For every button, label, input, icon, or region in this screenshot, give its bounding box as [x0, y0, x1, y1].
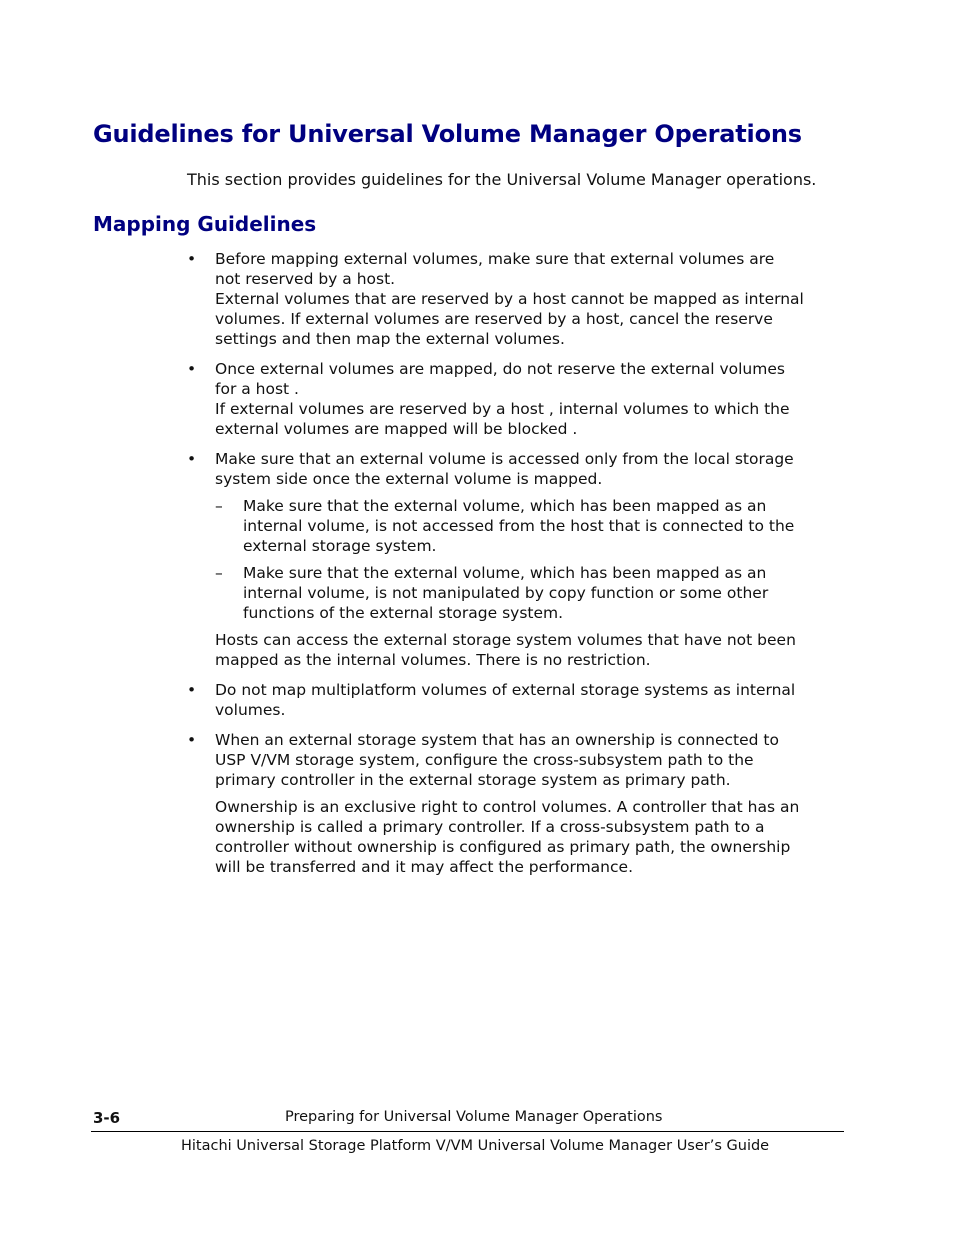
text-line: internal volume, is not accessed from the host that is connected to the — [243, 517, 795, 535]
item-lead — [215, 449, 847, 489]
item-lead — [215, 359, 847, 399]
subsection-heading: Mapping Guidelines — [93, 212, 317, 236]
section-heading: Guidelines for Universal Volume Manager Operations — [93, 120, 802, 148]
item-note — [215, 797, 847, 877]
text-line: Ownership is an exclusive right to control volumes. A controller that has an — [215, 798, 800, 816]
text-line: Make sure that the external volume, which has been mapped as an — [243, 497, 767, 515]
text-line: Hosts can access the external storage system volumes that have not been — [215, 631, 796, 649]
footer-guide-title: Hitachi Universal Storage Platform V/VM Universal Volume Manager User’s Guide — [181, 1138, 770, 1154]
item-lead — [215, 730, 847, 790]
text-line: external volumes are mapped will be blocked . — [215, 420, 578, 438]
text-line: primary controller in the external storage system as primary path. — [215, 771, 731, 789]
dash-icon: – — [215, 497, 223, 515]
list-item — [187, 680, 847, 720]
item-detail — [215, 399, 847, 439]
guidelines-list — [187, 249, 847, 887]
footer-divider — [91, 1131, 844, 1132]
item-note — [215, 630, 847, 670]
text-line: Once external volumes are mapped, do not reserve the external volumes — [215, 360, 785, 378]
text-line: internal volume, is not manipulated by copy function or some other — [243, 584, 769, 602]
text-line: settings and then map the external volumes. — [215, 330, 565, 348]
text-line: will be transferred and it may affect the performance. — [215, 858, 633, 876]
text-line: Before mapping external volumes, make sure that external volumes are — [215, 250, 775, 268]
text-line: USP V/VM storage system, configure the cross-subsystem path to the — [215, 751, 754, 769]
list-item — [187, 730, 847, 877]
list-item — [187, 449, 847, 670]
sub-list-item — [215, 563, 847, 623]
text-line: system side once the external volume is mapped. — [215, 470, 603, 488]
text-line: Make sure that an external volume is accessed only from the local storage — [215, 450, 794, 468]
text-line: When an external storage system that has an ownership is connected to — [215, 731, 779, 749]
text-line: functions of the external storage system. — [243, 604, 564, 622]
item-lead — [215, 680, 847, 720]
sub-list-item — [215, 496, 847, 556]
text-line: If external volumes are reserved by a host , internal volumes to which the — [215, 400, 790, 418]
text-line: External volumes that are reserved by a host cannot be mapped as internal — [215, 290, 804, 308]
text-line: for a host . — [215, 380, 299, 398]
text-line: volumes. If external volumes are reserved by a host, cancel the reserve — [215, 310, 773, 328]
bullet-icon: • — [187, 250, 197, 268]
text-line: not reserved by a host. — [215, 270, 396, 288]
intro-paragraph: This section provides guidelines for the Universal Volume Manager operations. — [187, 170, 817, 189]
item-lead — [215, 249, 847, 289]
page-number: 3-6 — [93, 1109, 121, 1127]
sub-list — [215, 496, 847, 623]
dash-icon: – — [215, 564, 223, 582]
text-line: volumes. — [215, 701, 286, 719]
text-line: Make sure that the external volume, which has been mapped as an — [243, 564, 767, 582]
text-line: Do not map multiplatform volumes of external storage systems as internal — [215, 681, 796, 699]
list-item — [187, 249, 847, 349]
text-line: external storage system. — [243, 537, 437, 555]
text-line: ownership is called a primary controller. If a cross-subsystem path to a — [215, 818, 765, 836]
text-line: mapped as the internal volumes. There is no restriction. — [215, 651, 651, 669]
item-detail — [215, 289, 847, 349]
bullet-icon: • — [187, 360, 197, 378]
list-item — [187, 359, 847, 439]
footer-chapter-title: Preparing for Universal Volume Manager Operations — [285, 1109, 663, 1125]
text-line: controller without ownership is configured as primary path, the ownership — [215, 838, 791, 856]
bullet-icon: • — [187, 731, 197, 749]
bullet-icon: • — [187, 681, 197, 699]
bullet-icon: • — [187, 450, 197, 468]
